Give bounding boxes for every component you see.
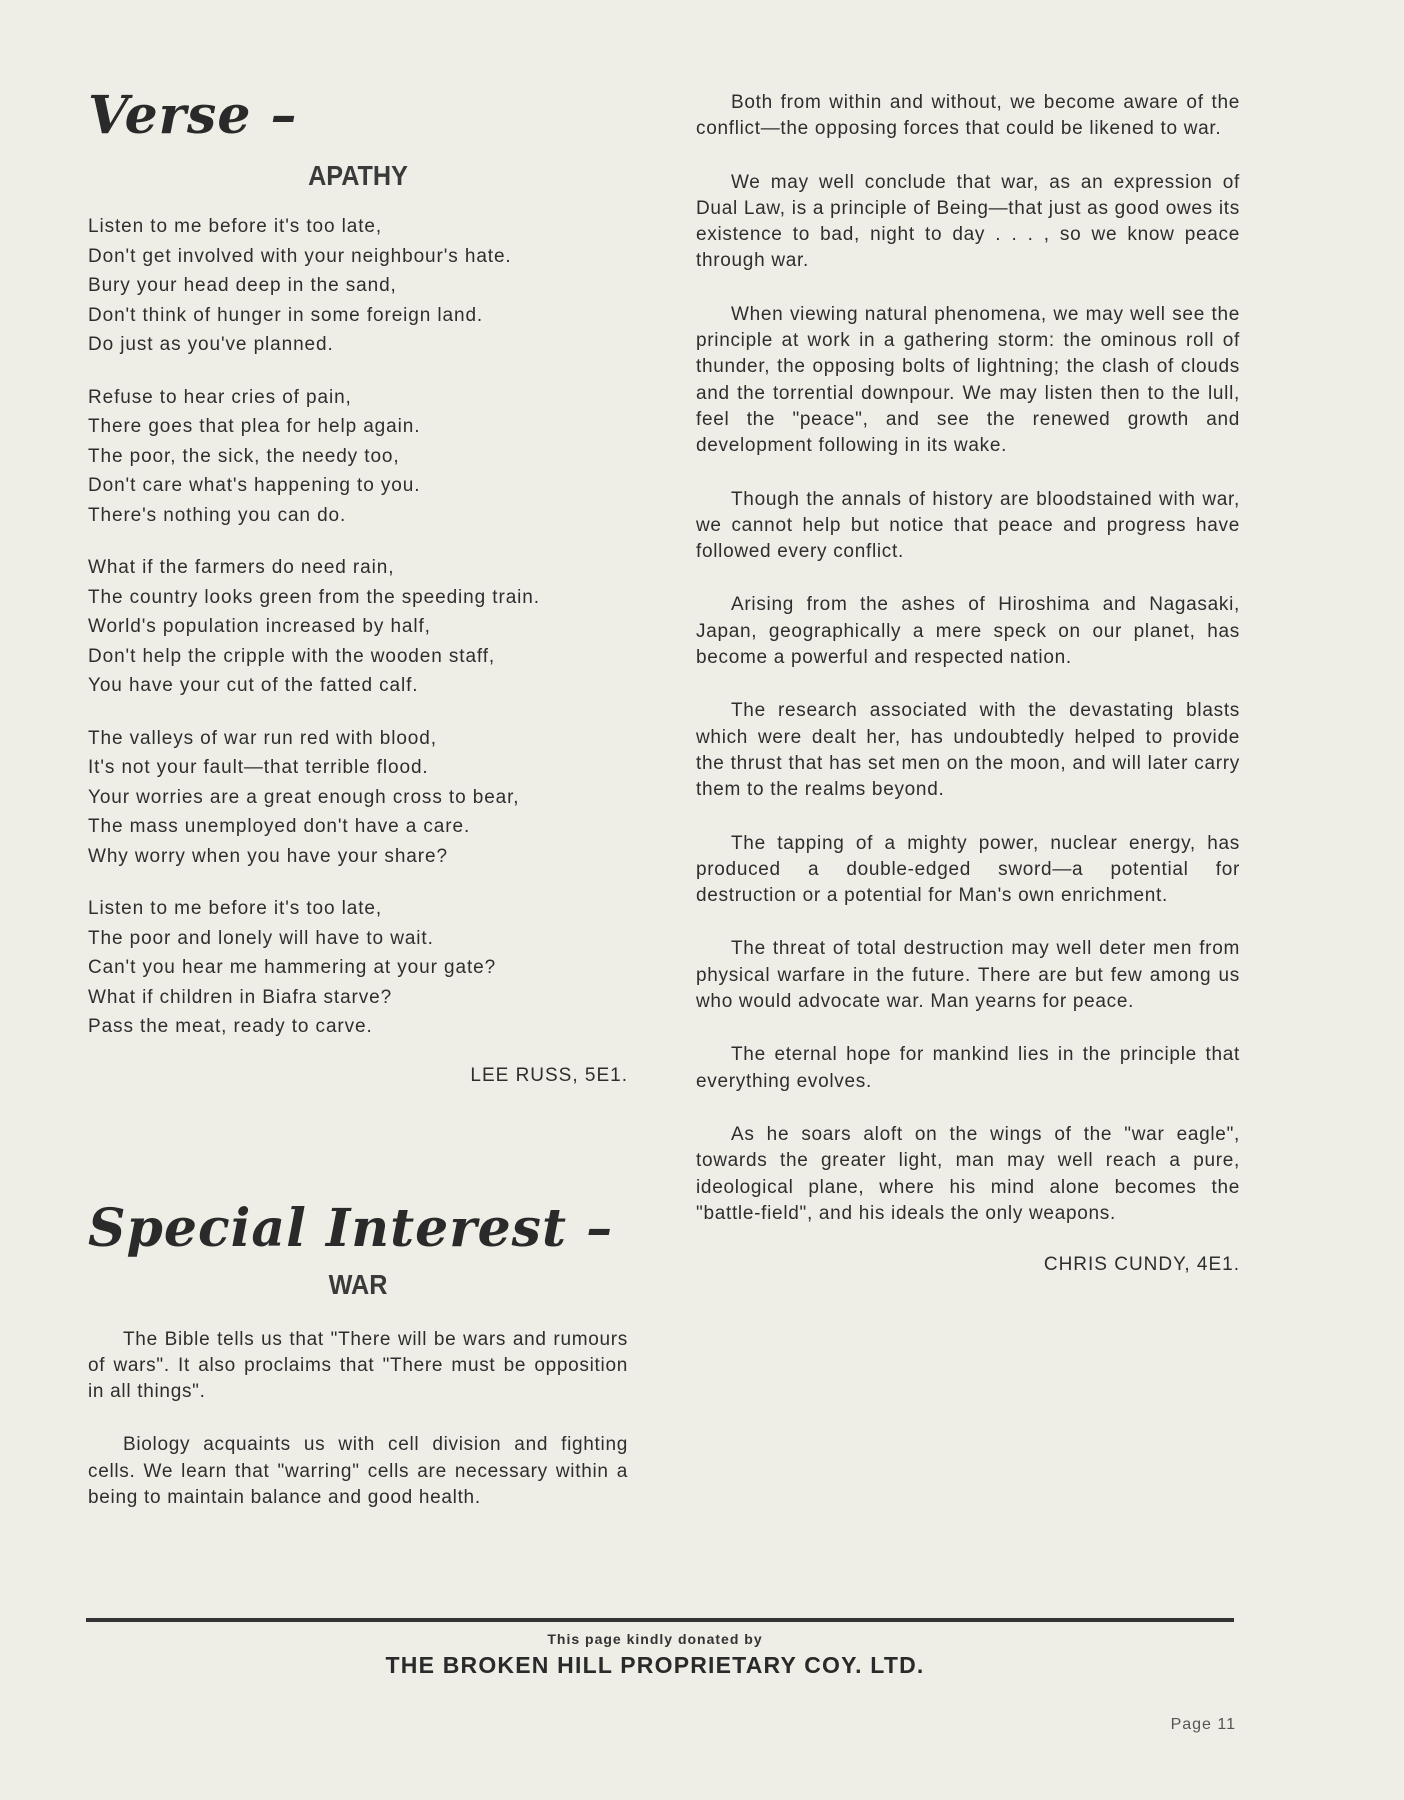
poem-line: Do just as you've planned. xyxy=(88,334,334,355)
poem-line: Listen to me before it's too late, xyxy=(88,216,383,237)
stanza-4 xyxy=(88,724,628,872)
left-column xyxy=(88,86,628,1538)
article-paragraph: The threat of total destruction may well deter men from physical warfare in the future. There are but few among us who would advocate war. Man yearns for peace. xyxy=(696,938,1240,1013)
poem-line: Don't care what's happening to you. xyxy=(88,475,421,496)
article-paragraph: Arising from the ashes of Hiroshima and Nagasaki, Japan, geographically a mere speck on our planet, has become a powerful and respected nation. xyxy=(696,594,1240,669)
poem-line: The poor and lonely will have to wait. xyxy=(88,927,434,949)
article-paragraph: We may well conclude that war, as an expression of Dual Law, is a principle of Being—that just as good owes its existence to bad, night to day . . . , so we know peace through war. xyxy=(696,171,1240,272)
special-interest-heading: Special Interest – xyxy=(88,1197,614,1259)
article-paragraph: The Bible tells us that "There will be wars and rumours of wars". It also proclaims that "There must be opposition in all things". xyxy=(88,1328,628,1403)
stanza-1 xyxy=(88,212,628,360)
poem-line: World's population increased by half, xyxy=(88,616,431,637)
article-paragraph: The research associated with the devastating blasts which were dealt her, has undoubtedly helped to provide the thrust that has set men on the moon, and will later carry them to the realms beyond. xyxy=(696,700,1240,801)
footer-divider xyxy=(86,1618,1234,1622)
article-paragraph: As he soars aloft on the wings of the "war eagle", towards the greater light, man may well reach a pure, ideological plane, where his mind alone becomes the "battle-field", and his ideals the only weapons. xyxy=(696,1123,1240,1224)
verse-heading: Verse – xyxy=(88,85,298,146)
poem-line: The country looks green from the speeding train. xyxy=(88,586,540,608)
poem-line: Pass the meat, ready to carve. xyxy=(88,1016,373,1037)
poem-line: Bury your head deep in the sand, xyxy=(88,275,397,296)
article-paragraph: The eternal hope for mankind lies in the principle that everything evolves. xyxy=(696,1044,1240,1092)
article-paragraph: Biology acquaints us with cell division and fighting cells. We learn that "warring" cells are necessary within a being to maintain balance and good health. xyxy=(88,1434,628,1508)
poem-line: The mass unemployed don't have a care. xyxy=(88,816,471,837)
stanza-2 xyxy=(88,383,628,531)
poem-line: What if children in Biafra starve? xyxy=(88,986,393,1008)
article-paragraph: When viewing natural phenomena, we may well see the principle at work in a gathering storm: the ominous roll of thunder, the opposing bolts of lightning; the clash of clouds and the torrential downpour. We may listen then to the lull, feel the "peace", and see the renewed growth and development following in its wake. xyxy=(696,303,1240,457)
poem-line: Don't get involved with your neighbour's hate. xyxy=(88,245,512,267)
article-paragraph: The tapping of a mighty power, nuclear energy, has produced a double-edged sword—a potential for destruction or a potential for Man's own enrichment. xyxy=(696,832,1240,907)
sponsor-name: THE BROKEN HILL PROPRIETARY COY. LTD. xyxy=(385,1652,925,1678)
poem-line: You have your cut of the fatted calf. xyxy=(88,675,419,696)
stanza-3 xyxy=(88,553,628,701)
right-column xyxy=(696,90,1240,1276)
article-title: WAR xyxy=(328,1268,388,1300)
poem-line: Refuse to hear cries of pain, xyxy=(88,386,352,408)
stanza-5 xyxy=(88,894,628,1042)
article-paragraph: Both from within and without, we become aware of the conflict—the opposing forces that could be likened to war. xyxy=(696,92,1240,140)
poem-line: Don't help the cripple with the wooden staff, xyxy=(88,645,496,667)
donation-note: This page kindly donated by xyxy=(547,1631,763,1647)
poem-line: Can't you hear me hammering at your gate? xyxy=(88,957,497,978)
poem-line: There goes that plea for help again. xyxy=(88,416,421,437)
poem-line: The valleys of war run red with blood, xyxy=(88,727,437,749)
poem-line: It's not your fault—that terrible flood. xyxy=(88,757,429,778)
poem-line: There's nothing you can do. xyxy=(88,504,347,526)
poem-author: LEE RUSS, 5E1. xyxy=(470,1064,628,1086)
poem-line: Your worries are a great enough cross to bear, xyxy=(88,786,520,808)
poem-line: Why worry when you have your share? xyxy=(88,845,448,867)
poem-line: What if the farmers do need rain, xyxy=(88,557,395,578)
poem-title: APATHY xyxy=(308,160,408,191)
poem-line: Listen to me before it's too late, xyxy=(88,898,383,919)
page-number: Page 11 xyxy=(1170,1716,1236,1733)
poem-line: The poor, the sick, the needy too, xyxy=(88,445,400,467)
poem-line: Don't think of hunger in some foreign land. xyxy=(88,304,484,326)
article-paragraph: Though the annals of history are bloodstained with war, we cannot help but notice that peace and progress have followed every conflict. xyxy=(696,488,1240,563)
poem xyxy=(88,212,628,1042)
article-author: CHRIS CUNDY, 4E1. xyxy=(1043,1254,1240,1276)
